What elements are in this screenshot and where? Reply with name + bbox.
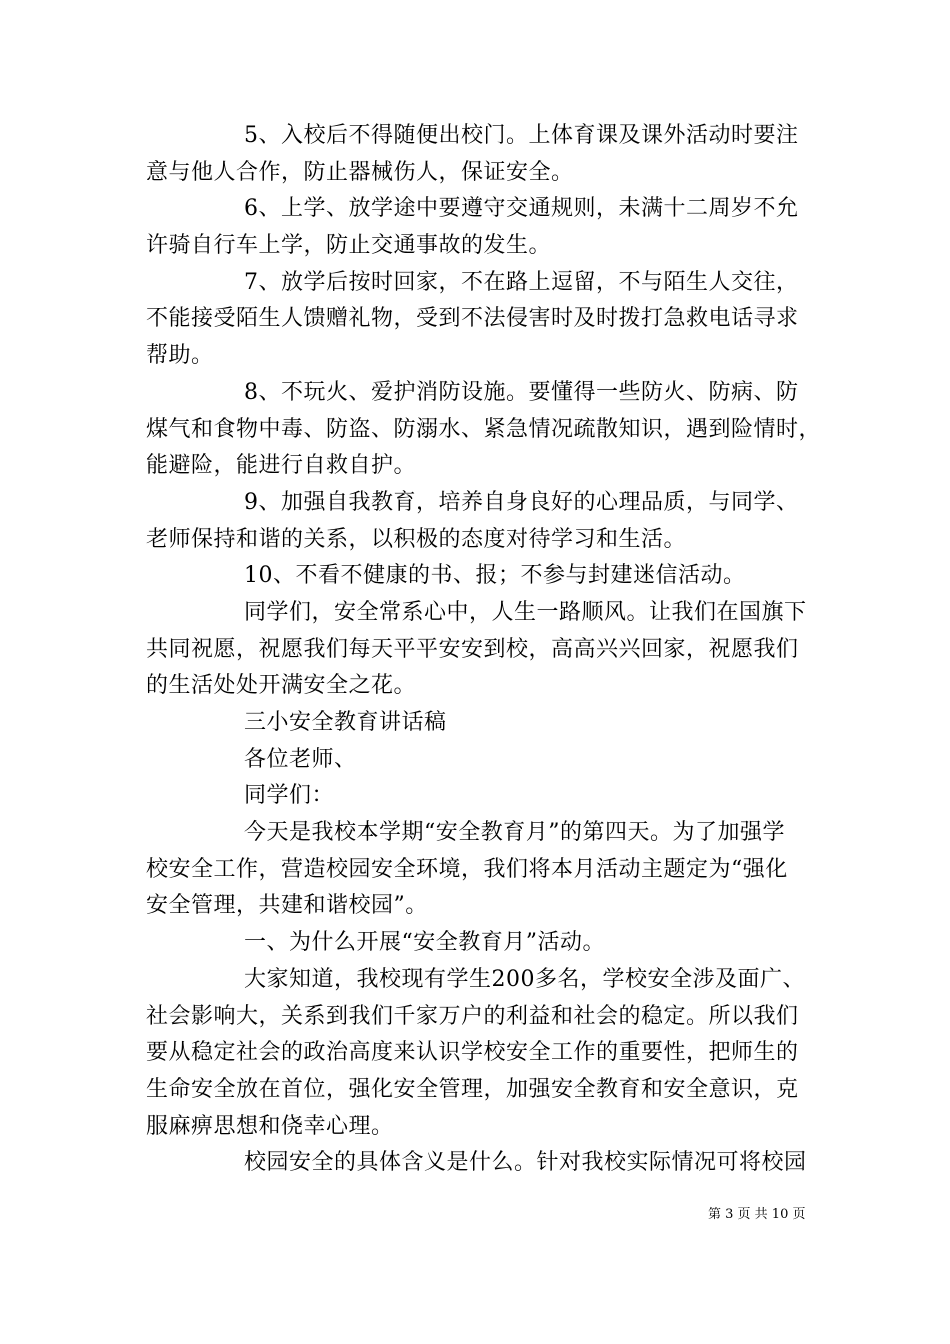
text-line: 能避险，能进行自救自护。 — [146, 453, 417, 479]
text-line: 大家知道，我校现有学生200多名，学校安全涉及面广、 — [244, 966, 805, 992]
text-line: 9、加强自我教育，培养自身良好的心理品质，与同学、 — [244, 489, 799, 515]
text-line: 三小安全教育讲话稿 — [244, 710, 447, 735]
text-line: 同学们： — [244, 783, 335, 809]
text-line: 煤气和食物中毒、防盗、防溺水、紧急情况疏散知识，遇到险情时， — [146, 416, 822, 442]
text-line: 安全管理，共建和谐校园”。 — [146, 893, 428, 919]
page-number-footer: 第 3 页 共 10 页 — [708, 1207, 806, 1222]
text-line: 一、为什么开展“安全教育月”活动。 — [244, 930, 605, 956]
text-line: 8、不玩火、爱护消防设施。要懂得一些防火、防病、防 — [244, 379, 799, 405]
text-line: 帮助。 — [146, 343, 214, 369]
text-line: 生命安全放在首位，强化安全管理，加强安全教育和安全意识，克 — [146, 1076, 799, 1102]
text-line: 5、入校后不得随便出校门。上体育课及课外活动时要注 — [244, 123, 799, 148]
text-line: 许骑自行车上学，防止交通事故的发生。 — [146, 233, 552, 259]
text-line: 7、放学后按时回家，不在路上逗留，不与陌生人交往， — [244, 269, 799, 295]
text-line: 6、上学、放学途中要遵守交通规则，未满十二周岁不允 — [244, 196, 799, 222]
text-line: 服麻痹思想和侥幸心理。 — [146, 1113, 394, 1139]
text-line: 共同祝愿，祝愿我们每天平平安安到校，高高兴兴回家，祝愿我们 — [146, 636, 799, 662]
text-line: 校安全工作，营造校园安全环境，我们将本月活动主题定为“强化 — [146, 856, 788, 882]
document-body — [146, 118, 822, 1182]
text-line: 意与他人合作，防止器械伤人，保证安全。 — [146, 159, 574, 185]
text-line: 今天是我校本学期“安全教育月”的第四天。为了加强学 — [244, 820, 785, 846]
text-line: 各位老师、 — [244, 746, 357, 772]
text-line: 同学们，安全常系心中，人生一路顺风。让我们在国旗下 — [244, 599, 807, 625]
text-line: 社会影响大，关系到我们千家万户的利益和社会的稳定。所以我们 — [146, 1003, 799, 1029]
text-line: 老师保持和谐的关系，以积极的态度对待学习和生活。 — [146, 526, 687, 552]
text-line: 校园安全的具体含义是什么。针对我校实际情况可将校园 — [244, 1150, 807, 1176]
text-line: 不能接受陌生人馈赠礼物，受到不法侵害时及时拨打急救电话寻求 — [146, 306, 799, 332]
text-line: 10、不看不健康的书、报；不参与封建迷信活动。 — [244, 563, 746, 589]
text-line: 要从稳定社会的政治高度来认识学校安全工作的重要性，把师生的 — [146, 1040, 799, 1066]
text-line: 的生活处处开满安全之花。 — [146, 673, 417, 699]
